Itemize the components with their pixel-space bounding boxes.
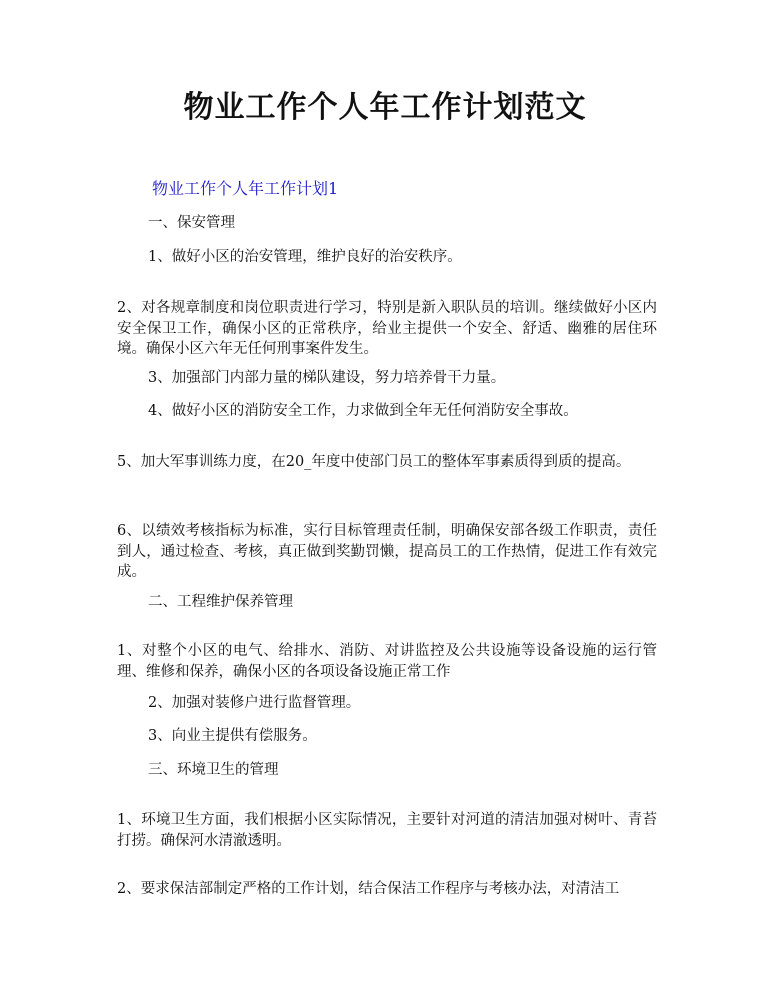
paragraph: 2、对各规章制度和岗位职责进行学习，特别是新入职队员的培训。继续做好小区内安全保卫工作，确保小区的正常秩序，给业主提供一个安全、舒适、幽雅的居住环境。确保小区六年无任何刑事案件发生。 [117,300,657,357]
paragraph: 1、对整个小区的电气、给排水、消防、对讲监控及公共设施等设备设施的运行管理、维修和保养，确保小区的各项设备设施正常工作 [117,643,657,680]
paragraph: 2、加强对装修户进行监督管理。 [148,695,361,711]
paragraph: 4、做好小区的消防安全工作，力求做到全年无任何消防安全事故。 [148,403,578,419]
heading-security: 一、保安管理 [148,215,235,231]
document-title: 物业工作个人年工作计划范文 [183,90,587,125]
heading-environment: 三、环境卫生的管理 [148,762,279,778]
paragraph: 1、环境卫生方面，我们根据小区实际情况，主要针对河道的清洁加强对树叶、青苔打捞。确保河水清澈透明。 [117,812,657,849]
paragraph: 2、要求保洁部制定严格的工作计划，结合保洁工作程序与考核办法，对清洁工 [117,881,620,897]
paragraph: 1、做好小区的治安管理，维护良好的治安秩序。 [148,249,462,265]
section-subtitle: 物业工作个人年工作计划1 [152,179,339,198]
heading-engineering: 二、工程维护保养管理 [148,594,293,610]
paragraph: 3、向业主提供有偿服务。 [148,728,317,744]
paragraph: 5、加大军事训练力度，在20_年度中使部门员工的整体军事素质得到质的提高。 [117,454,631,470]
paragraph: 3、加强部门内部力量的梯队建设，努力培养骨干力量。 [148,370,506,386]
paragraph: 6、以绩效考核指标为标准，实行目标管理责任制，明确保安部各级工作职责，责任到人，通过检查、考核，真正做到奖勤罚懒，提高员工的工作热情，促进工作有效完成。 [117,523,657,580]
